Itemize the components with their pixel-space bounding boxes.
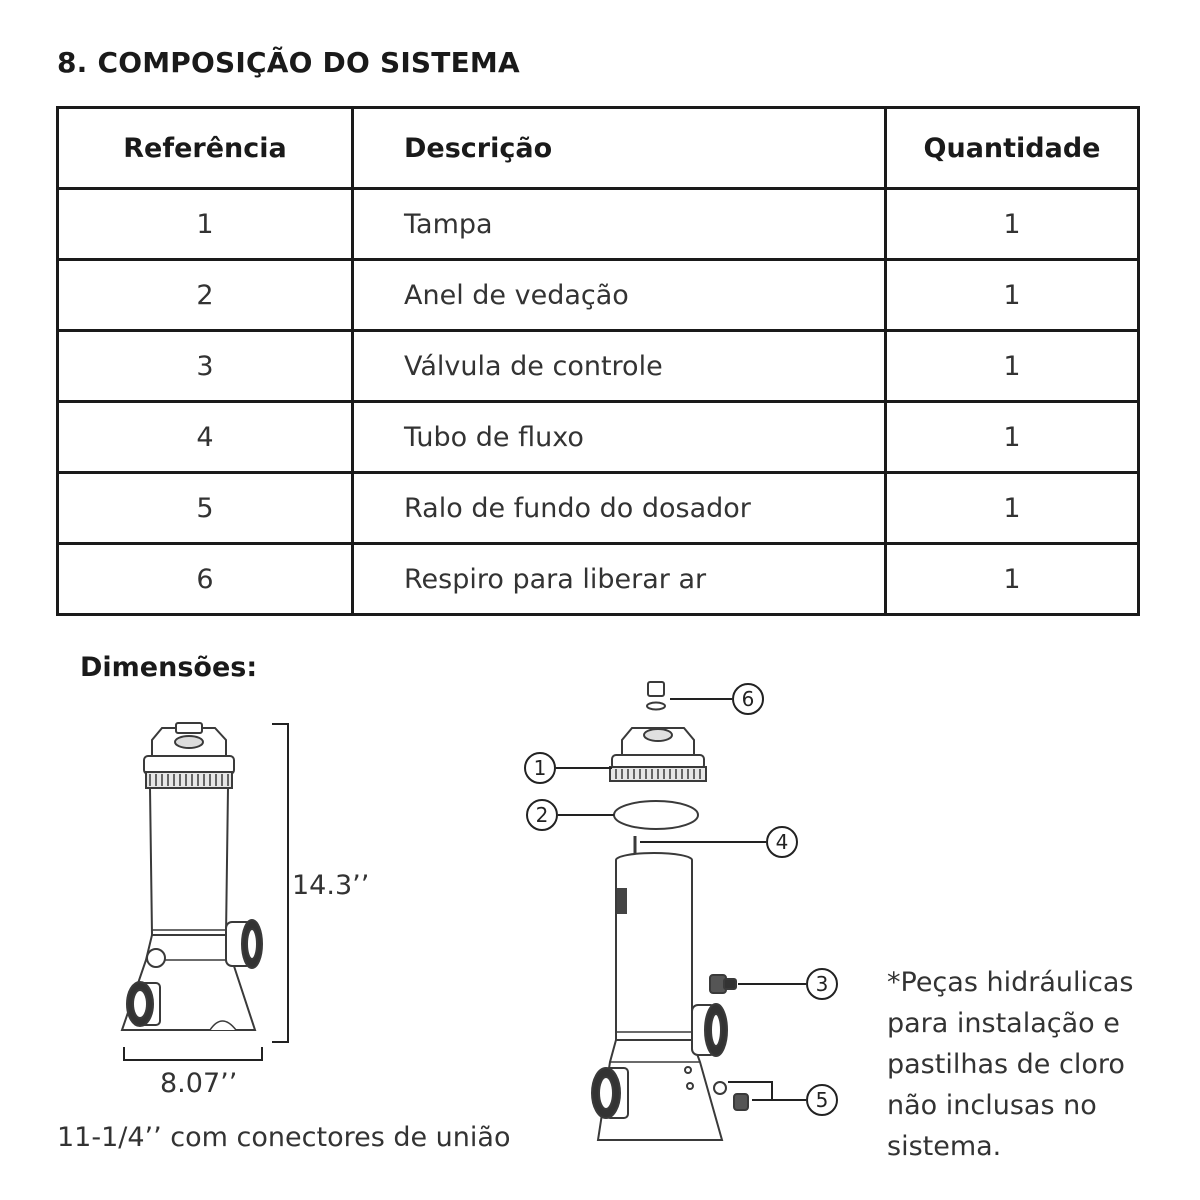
width-dimension-line [124,1047,262,1060]
callout-3 [807,969,837,999]
callout-number: 5 [815,1088,829,1112]
callout-number: 2 [535,803,549,827]
cell-quantity: 1 [886,544,1139,615]
footnote-line: *Peças hidráulicas [887,967,1134,998]
height-dimension-line [272,724,288,1042]
cell-quantity: 1 [886,473,1139,544]
cell-reference: 5 [58,473,353,544]
callout-number: 1 [533,756,547,780]
cell-reference: 6 [58,544,353,615]
cell-description: Anel de vedação [353,260,886,331]
callout-6 [733,684,763,714]
cell-description: Ralo de fundo do dosador [353,473,886,544]
footnote-line: sistema. [887,1131,1002,1162]
callout-5 [807,1085,837,1115]
cell-description: Respiro para liberar ar [353,544,886,615]
header-description: Descrição [353,108,886,189]
cell-description: Válvula de controle [353,331,886,402]
callout-2 [527,800,557,830]
assembled-dosador-drawing [122,723,262,1030]
footnote [887,962,1187,1167]
cell-reference: 3 [58,331,353,402]
header-reference: Referência [58,108,353,189]
callout-1 [525,753,555,783]
cell-quantity: 1 [886,260,1139,331]
height-dimension-label: 14.3’’ [292,870,370,901]
footnote-line: não inclusas no [887,1090,1097,1121]
cell-reference: 1 [58,189,353,260]
cell-reference: 4 [58,402,353,473]
callout-number: 4 [775,830,789,854]
footnote-line: pastilhas de cloro [887,1049,1125,1080]
callout-4 [767,827,797,857]
cell-quantity: 1 [886,331,1139,402]
cell-description: Tampa [353,189,886,260]
cell-quantity: 1 [886,402,1139,473]
callout-number: 6 [741,687,755,711]
cell-description: Tubo de fluxo [353,402,886,473]
width-dimension-label: 8.07’’ [160,1068,238,1099]
header-quantity: Quantidade [886,108,1139,189]
footnote-line: para instalação e [887,1008,1120,1039]
connector-caption: 11-1/4’’ com conectores de união [57,1122,511,1153]
section-title: 8. COMPOSIÇÃO DO SISTEMA [57,46,520,79]
cell-quantity: 1 [886,189,1139,260]
cell-reference: 2 [58,260,353,331]
exploded-dosador-drawing [592,682,748,1140]
dimensions-heading: Dimensões: [80,652,258,683]
callout-number: 3 [815,972,829,996]
